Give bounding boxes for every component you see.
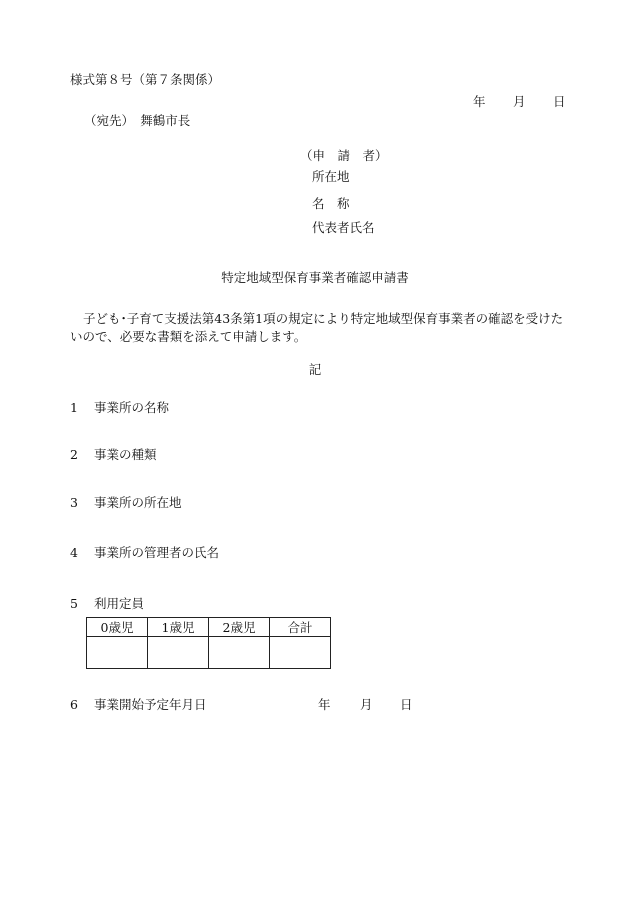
addressee: （宛先） 舞鶴市長 (84, 113, 191, 128)
item-start-date (70, 697, 207, 713)
document-title: 特定地域型保育事業者確認申請書 (221, 270, 409, 285)
capacity-cell-age2[interactable] (209, 637, 270, 669)
capacity-cell-total[interactable] (270, 637, 331, 669)
item-number: 4 (70, 545, 78, 560)
item-label: 利用定員 (94, 596, 145, 611)
capacity-header-age2: 2歳児 (209, 618, 270, 637)
item-manager-name (70, 545, 219, 561)
application-body-text: 子ども･子育て支援法第43条第1項の規定により特定地域型保育事業者の確認を受けたいので、必要な書類を添えて申請します。 (70, 311, 564, 344)
item-label: 事業所の管理者の氏名 (94, 545, 220, 560)
item-capacity (70, 596, 144, 612)
date-month-label: 月 (513, 94, 526, 109)
item-number: 5 (70, 596, 78, 611)
start-month-label: 月 (360, 697, 373, 712)
applicant-representative-label: 代表者氏名 (312, 220, 375, 235)
item-business-type (70, 447, 157, 463)
capacity-cell-age1[interactable] (148, 637, 209, 669)
item-number: 1 (70, 400, 78, 415)
item-number: 3 (70, 495, 78, 510)
item-label: 事業所の所在地 (94, 495, 182, 510)
applicant-name-label: 名 称 (312, 196, 350, 211)
capacity-cell-age0[interactable] (87, 637, 148, 669)
applicant-heading: （申 請 者） (300, 148, 388, 163)
item-number: 2 (70, 447, 78, 462)
item-number: 6 (70, 697, 78, 712)
start-day-label: 日 (400, 697, 413, 712)
capacity-table (86, 617, 331, 669)
capacity-header-total: 合計 (270, 618, 331, 637)
capacity-header-row (87, 618, 331, 637)
start-year-label: 年 (318, 697, 331, 712)
capacity-header-age1: 1歳児 (148, 618, 209, 637)
item-label: 事業の種類 (94, 447, 157, 462)
capacity-value-row (87, 637, 331, 669)
form-number: 様式第８号（第７条関係） (70, 72, 221, 87)
applicant-location-label: 所在地 (312, 169, 350, 184)
date-day-label: 日 (553, 94, 566, 109)
item-office-name (70, 400, 169, 416)
item-office-location (70, 495, 182, 511)
date-year-label: 年 (473, 94, 486, 109)
ki-heading: 記 (308, 362, 322, 377)
item-label: 事業開始予定年月日 (94, 697, 207, 712)
capacity-header-age0: 0歳児 (87, 618, 148, 637)
item-label: 事業所の名称 (94, 400, 170, 415)
